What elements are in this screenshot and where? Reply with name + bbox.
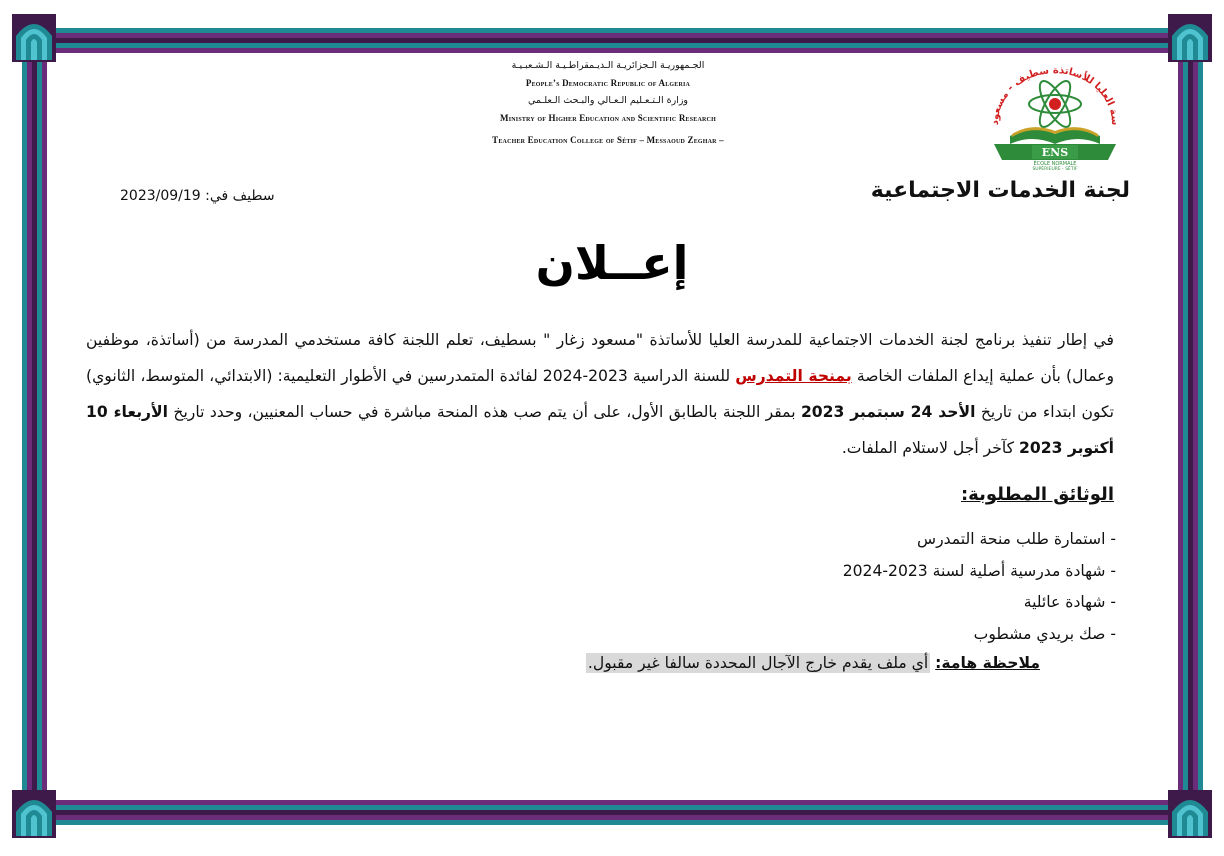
page-title: إعــلان (535, 236, 689, 290)
date-label: سطيف في: (205, 188, 275, 204)
body-text-1: في إطار تنفيذ برنامج لجنة الخدمات الاجتماعية للمدرسة العليا للأساتذة "مسعود زغار " بسطيف، تعلم اللجنة كافة مستخدمي المدرسة من (أساتذة، موظفين وعمال) بأن عملية إيداع الملفات الخاصة (86, 331, 1114, 385)
country-name-en: People’s Democratic Republic of Algeria (525, 78, 691, 88)
date-value: 2023/09/19 (120, 188, 201, 204)
frame-corner-icon (12, 14, 56, 62)
end-date: الأربعاء 10 أكتوبر 2023 (86, 403, 1114, 457)
logo-arc-text: سة العليا للأساتذة سطيف - مسعود (989, 65, 1121, 126)
list-item: - استمارة طلب منحة التمدرس (843, 524, 1116, 556)
country-name-ar: الجـمهوريـة الـجزائريـة الـديـمقراطـيـة الـشـعبـيـة (511, 60, 705, 71)
important-note (586, 654, 1040, 672)
list-item: - شهادة مدرسية أصلية لسنة 2023-2024 (843, 556, 1116, 588)
documents-list (843, 524, 1116, 650)
body-text-2: للسنة الدراسية 2023-2024 لفائدة المتمدرسين في الأطوار التعليمية: (الابتدائي، المتوسط، الثانوي) تكون ابتداء من تاريخ (86, 367, 1114, 421)
grant-name: بمنحة التمدرس (735, 367, 852, 385)
committee-name: لجنة الخدمات الاجتماعية (870, 178, 1130, 203)
logo-sub1-text: ÉCOLE NORMALE (1033, 161, 1077, 167)
date-line (120, 188, 275, 204)
school-logo (980, 64, 1130, 170)
logo-badge-text: ENS (1041, 146, 1069, 159)
ministry-name-ar: وزارة الـتـعـليم الـعـالي والبـحث الـعلـمي (528, 95, 688, 106)
frame-corner-icon (1168, 790, 1212, 838)
logo-sub2-text: SUPÉRIEURE - SÉTIF (1032, 167, 1078, 170)
note-text: أي ملف يقدم خارج الآجال المحددة سالفا غير مقبول. (587, 654, 929, 672)
list-item: - صك بريدي مشطوب (843, 619, 1116, 651)
college-name-en: Teacher Education College of Sétif – Messaoud Zeghar – (492, 135, 724, 145)
ministry-name-en: Ministry of Higher Education and Scientific Research (500, 113, 716, 123)
frame-corner-icon (12, 790, 56, 838)
frame-corner-icon (1168, 14, 1212, 62)
documents-title: الوثائق المطلوبة: (960, 484, 1114, 505)
body-text-4: كآخر أجل لاستلام الملفات. (841, 439, 1020, 457)
start-date: الأحد 24 سبتمبر 2023 (800, 403, 976, 421)
list-item: - شهادة عائلية (843, 587, 1116, 619)
announcement-body (86, 322, 1114, 466)
note-label: ملاحظة هامة: (935, 654, 1040, 672)
body-text-3: بمقر اللجنة بالطابق الأول، على أن يتم صب هذه المنحة مباشرة في حساب المعنيين، وحدد تاريخ (168, 403, 801, 421)
